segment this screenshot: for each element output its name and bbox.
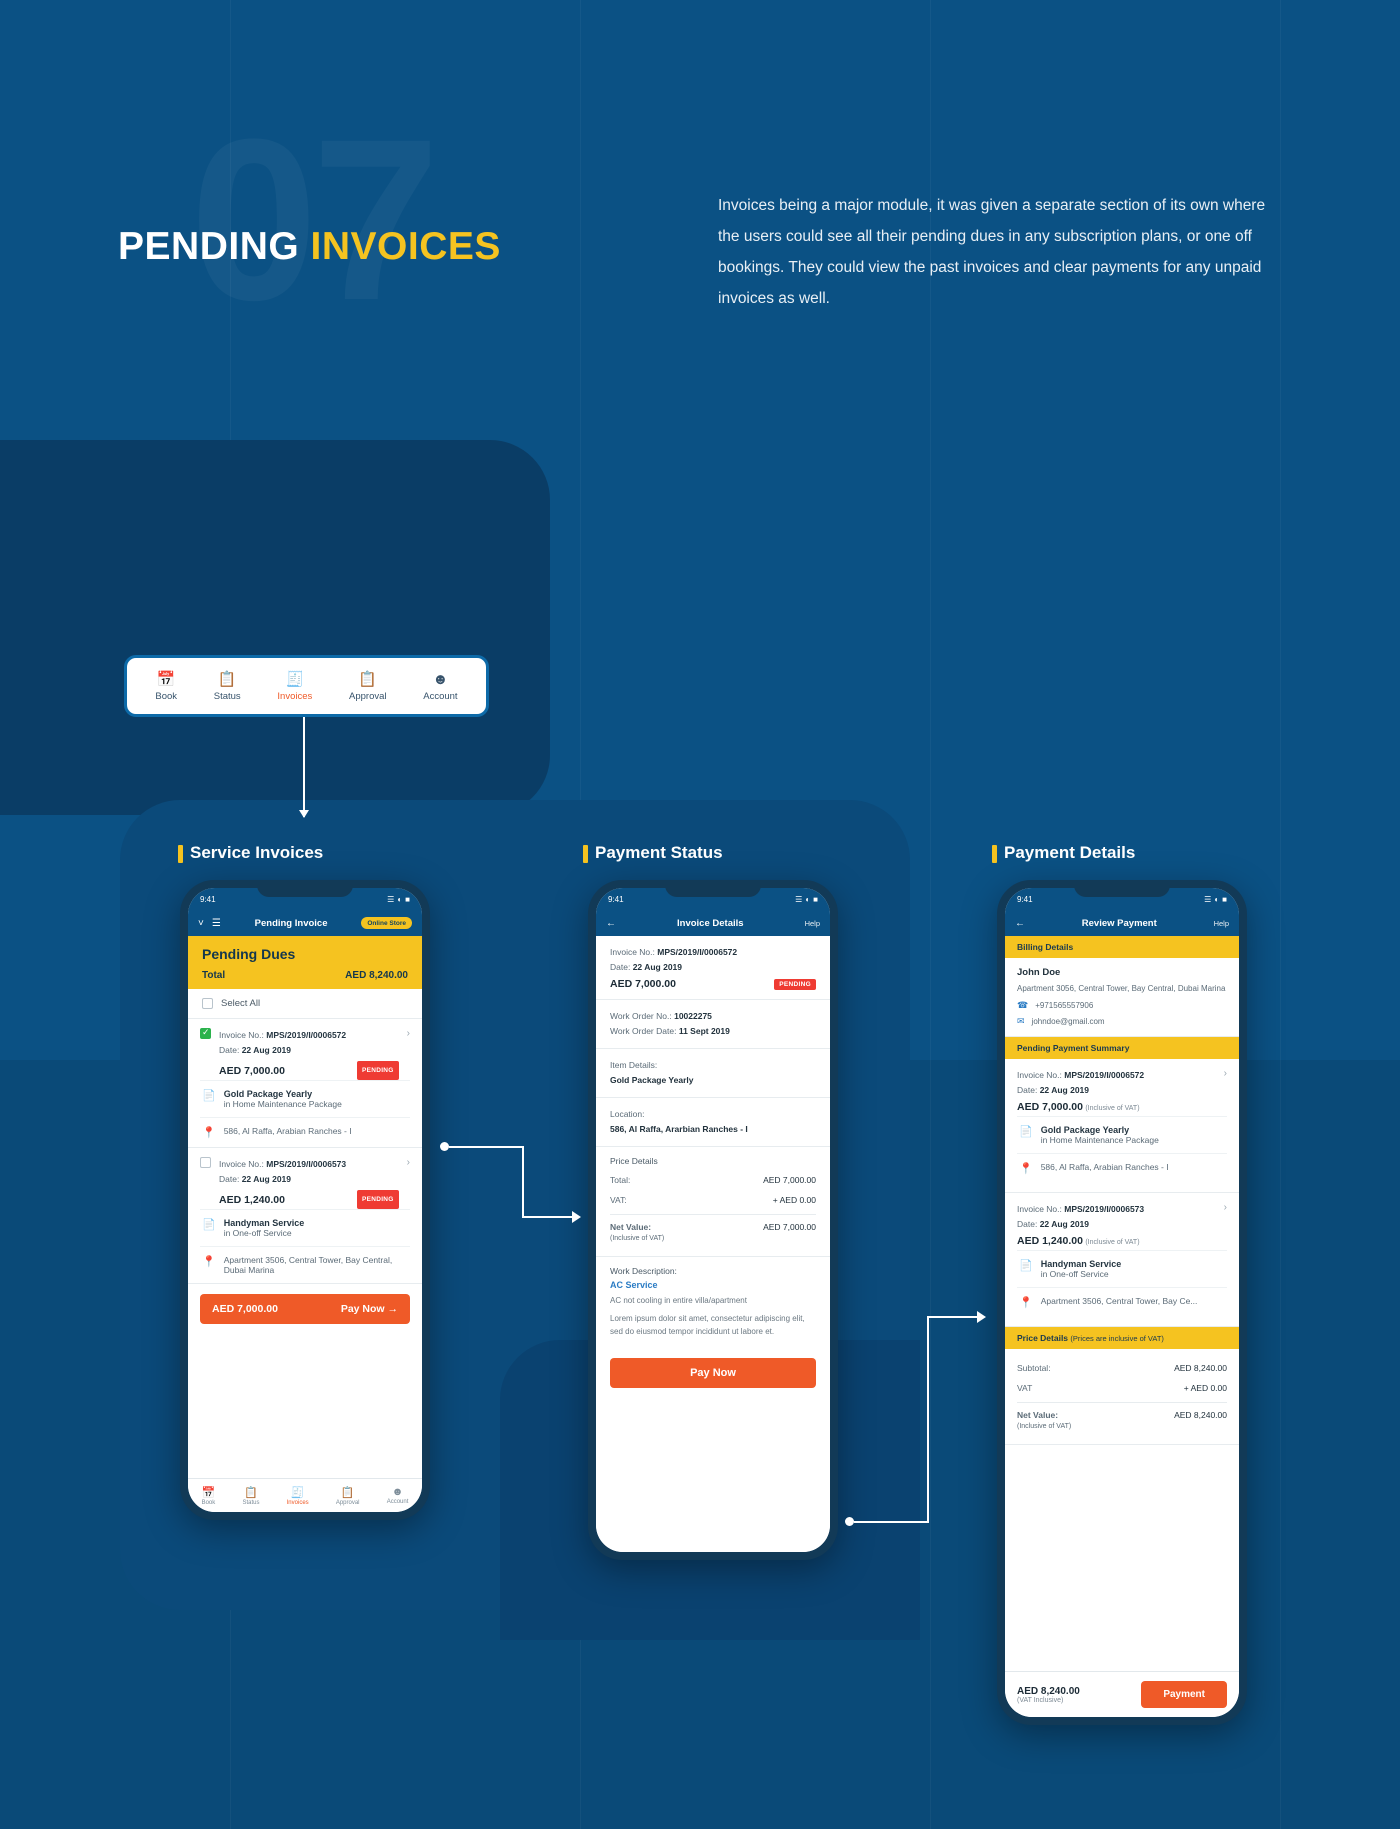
document-icon: 📄	[1019, 1260, 1033, 1272]
callout-tab-invoices[interactable]	[277, 670, 312, 702]
bg-shape-left	[0, 440, 550, 815]
p3-net-value: AED 8,240.00	[1174, 1410, 1227, 1420]
callout-tab-approval[interactable]	[349, 670, 387, 702]
invoice-1-item	[200, 1080, 410, 1117]
clipboard-check-icon: 📋	[340, 1486, 355, 1499]
p2-net-sub: (Inclusive of VAT)	[610, 1235, 665, 1242]
billing-address: Apartment 3056, Central Tower, Bay Central, Dubai Marina	[1017, 984, 1226, 993]
menu-icon[interactable]: ☰	[211, 917, 221, 929]
callout-tab-invoices-label: Invoices	[277, 691, 313, 702]
p2-net-value: AED 7,000.00	[763, 1222, 816, 1232]
billing-details-body	[1005, 958, 1239, 1037]
invoice-icon: 🧾	[285, 671, 305, 688]
calendar-icon: 📅	[201, 1486, 216, 1499]
p2-price-row-0-value: AED 7,000.00	[763, 1175, 816, 1185]
billing-details-header: Billing Details	[1005, 936, 1239, 958]
phone2-title: Invoice Details	[677, 917, 744, 929]
phone-icon: ☎	[1017, 1000, 1029, 1010]
summary-item-1[interactable]	[1005, 1059, 1239, 1193]
p3-inv1-no-label: Invoice No.:	[1017, 1070, 1062, 1080]
location-pin-icon: 📍	[202, 1127, 216, 1139]
billing-phone-row[interactable]	[1017, 1000, 1227, 1011]
phone2-notch	[665, 880, 761, 897]
invoice-1-checkbox[interactable]	[200, 1028, 211, 1039]
p2-invoice-no-value: MPS/2019/I/0006572	[657, 947, 738, 957]
section-label-payment-details: Payment Details	[992, 843, 1135, 863]
pending-dues-title: Pending Dues	[202, 946, 296, 962]
work-description-section	[596, 1257, 830, 1348]
phone3-title: Review Payment	[1081, 917, 1157, 929]
p2-location-label: Location:	[610, 1109, 645, 1119]
p3-price-row-0-label: Subtotal:	[1017, 1363, 1051, 1373]
p3-inv2-item-title: Handyman Service	[1040, 1259, 1122, 1269]
section-label-payment-status: Payment Status	[583, 843, 723, 863]
nav-book[interactable]: 📅 Book	[201, 1486, 216, 1506]
price-details-section	[596, 1147, 830, 1257]
invoice-1-location-text: 586, Al Raffa, Arabian Ranches - I	[223, 1126, 352, 1136]
p2-item-value: Gold Package Yearly	[610, 1075, 694, 1085]
nav-account[interactable]: ☻ Account	[386, 1486, 409, 1505]
phone2-time: 9:41	[608, 894, 624, 904]
callout-tab-account[interactable]	[423, 671, 457, 702]
phone-service-invoices	[180, 880, 430, 1520]
arrow-left-icon[interactable]: ←	[1015, 917, 1025, 929]
invoice-1-no-label: Invoice No.:	[219, 1030, 264, 1040]
p3-price-row-1-label: VAT	[1017, 1383, 1033, 1393]
invoice-card-1[interactable]	[188, 1019, 422, 1148]
invoice-1-item-sub: in Home Maintenance Package	[223, 1099, 342, 1109]
nav-status[interactable]: 📋 Status	[242, 1486, 260, 1506]
p2-wo-no-label: Work Order No.:	[610, 1011, 672, 1021]
invoice-2-checkbox[interactable]	[200, 1157, 211, 1168]
p3-net-sub: (Inclusive of VAT)	[1017, 1423, 1072, 1430]
battery-icon: ■	[813, 894, 818, 904]
page-title-primary: PENDING	[118, 225, 300, 268]
location-pin-icon: 📍	[1019, 1163, 1033, 1175]
p3-inv1-amount-note: (Inclusive of VAT)	[1085, 1105, 1140, 1112]
pay-now-label: Pay Now →	[340, 1303, 398, 1315]
invoice-1-amount: AED 7,000.00	[219, 1065, 285, 1077]
document-icon: 📄	[1019, 1126, 1033, 1138]
phone2-navbar	[596, 910, 830, 936]
invoice-1-location	[200, 1117, 410, 1147]
price-details-header: Price Details (Prices are inclusive of VAT)	[1005, 1327, 1239, 1349]
signal-icon: ☰	[1204, 894, 1212, 904]
pending-summary-header: Pending Payment Summary	[1005, 1037, 1239, 1059]
p2-wo-date-label: Work Order Date:	[610, 1026, 677, 1036]
p2-item-label: Item Details:	[610, 1060, 658, 1070]
nav-approval[interactable]: 📋 Approval	[335, 1486, 360, 1506]
p2-wo-no-value: 10022275	[674, 1011, 712, 1021]
invoice-2-item	[200, 1209, 410, 1246]
p2-net-label: Net Value:	[610, 1222, 652, 1232]
p2-wo-date-value: 11 Sept 2019	[678, 1026, 730, 1036]
wifi-icon: ◐	[1214, 894, 1220, 904]
p3-inv1-date-label: Date:	[1017, 1085, 1038, 1095]
callout-tab-status[interactable]	[214, 670, 241, 702]
tabbar-callout	[124, 655, 489, 717]
p2-invoice-date-value: 22 Aug 2019	[632, 962, 682, 972]
callout-tab-book[interactable]	[155, 670, 177, 702]
invoice-1-item-title: Gold Package Yearly	[223, 1089, 313, 1099]
phone3-time: 9:41	[1017, 894, 1033, 904]
battery-icon: ■	[405, 894, 410, 904]
phone-invoice-details	[588, 880, 838, 1560]
chevron-right-icon[interactable]: ›	[406, 1157, 410, 1168]
invoice-2-date-label: Date:	[219, 1174, 240, 1184]
nav-invoices[interactable]: 🧾 Invoices	[286, 1486, 309, 1506]
p3-inv2-date-label: Date:	[1017, 1219, 1038, 1229]
phone3-footer	[1005, 1671, 1239, 1717]
p2-price-row-1-label: VAT:	[610, 1195, 627, 1205]
callout-tab-account-label: Account	[423, 690, 458, 702]
pay-now-bar[interactable]	[200, 1294, 410, 1324]
invoice-card-2[interactable]	[188, 1148, 422, 1284]
invoice-2-date-value: 22 Aug 2019	[241, 1174, 291, 1184]
p3-inv1-no-value: MPS/2019/I/0006572	[1064, 1070, 1145, 1080]
phone1-title: Pending Invoice	[254, 917, 328, 929]
help-button[interactable]: Help	[804, 918, 820, 928]
location-section	[596, 1098, 830, 1147]
phone3-notch	[1074, 880, 1170, 897]
phone1-scroll[interactable]	[188, 936, 422, 1478]
work-order-section	[596, 1000, 830, 1049]
clipboard-check-icon: 📋	[358, 671, 378, 688]
user-icon: ☻	[391, 1486, 404, 1498]
section-label-service-invoices: Service Invoices	[178, 843, 323, 863]
p2-location-value: 586, Al Raffa, Ararbian Ranches - I	[610, 1124, 748, 1134]
intro-paragraph: Invoices being a major module, it was given a separate section of its own where the users could see all their pending dues in any subscription plans, or one off bookings. They could view the past invoices and clear payments for any unpaid invoices as well.	[718, 197, 1266, 307]
p2-invoice-amount: AED 7,000.00	[610, 978, 676, 990]
p3-inv1-amount: AED 7,000.00	[1017, 1101, 1083, 1113]
arrow-left-icon[interactable]: ←	[606, 917, 616, 929]
clipboard-icon: 📋	[217, 671, 237, 688]
summary-item-2[interactable]	[1005, 1193, 1239, 1327]
phone1-notch	[257, 880, 353, 897]
p3-inv1-item-sub: in Home Maintenance Package	[1040, 1135, 1159, 1145]
phone1-navbar	[188, 910, 422, 936]
chevron-right-icon[interactable]: ›	[1223, 1068, 1227, 1079]
clipboard-icon: 📋	[244, 1486, 258, 1499]
document-icon: 📄	[202, 1219, 216, 1231]
phone1-bottomnav	[188, 1478, 422, 1512]
select-all-checkbox[interactable]	[202, 998, 213, 1009]
calendar-icon: 📅	[156, 671, 176, 688]
phone1-time: 9:41	[200, 894, 216, 904]
p3-inv2-item	[1017, 1250, 1227, 1287]
invoice-2-location-text: Apartment 3506, Central Tower, Bay Central, Dubai Marina	[223, 1255, 393, 1275]
footer-amount-note: (VAT Inclusive)	[1017, 1696, 1064, 1704]
invoice-2-item-title: Handyman Service	[223, 1218, 305, 1228]
p3-price-row-0-value: AED 8,240.00	[1174, 1363, 1227, 1373]
callout-tab-approval-label: Approval	[349, 691, 387, 702]
invoice-2-location	[200, 1246, 410, 1283]
page-title	[118, 225, 501, 269]
invoice-2-amount: AED 1,240.00	[219, 1194, 285, 1206]
invoice-2-no-label: Invoice No.:	[219, 1159, 264, 1169]
location-pin-icon: 📍	[1019, 1297, 1033, 1309]
invoice-2-status-badge: PENDING	[357, 1190, 399, 1209]
battery-icon: ■	[1222, 894, 1227, 904]
p2-price-row-0-label: Total:	[610, 1175, 631, 1185]
wifi-icon: ◐	[805, 894, 811, 904]
phone3-navbar	[1005, 910, 1239, 936]
p3-inv1-item-title: Gold Package Yearly	[1040, 1125, 1130, 1135]
callout-tab-status-label: Status	[213, 691, 241, 702]
p3-inv1-location	[1017, 1153, 1227, 1183]
p3-inv2-amount-note: (Inclusive of VAT)	[1085, 1239, 1140, 1246]
p3-inv2-date-value: 22 Aug 2019	[1039, 1219, 1089, 1229]
p3-net-label: Net Value:	[1017, 1410, 1059, 1420]
p3-inv2-item-sub: in One-off Service	[1040, 1269, 1109, 1279]
invoice-2-no-value: MPS/2019/I/0006573	[266, 1159, 347, 1169]
user-icon: ☻	[432, 670, 449, 688]
p2-invoice-date-label: Date:	[610, 962, 631, 972]
invoice-1-date-label: Date:	[219, 1045, 240, 1055]
page-title-accent: INVOICES	[310, 225, 501, 268]
p2-service-link[interactable]: AC Service	[610, 1280, 658, 1290]
invoice-1-date-value: 22 Aug 2019	[241, 1045, 291, 1055]
help-button[interactable]: Help	[1213, 918, 1229, 928]
online-store-pill[interactable]: Online Store	[361, 917, 412, 929]
ghost-section-number	[190, 105, 434, 335]
p3-inv1-location-text: 586, Al Raffa, Arabian Ranches - I	[1040, 1162, 1169, 1172]
select-all-label: Select All	[221, 998, 261, 1009]
callout-arrow	[303, 717, 305, 817]
signal-icon: ☰	[795, 894, 803, 904]
p3-inv2-no-value: MPS/2019/I/0006573	[1064, 1204, 1145, 1214]
item-details-section	[596, 1049, 830, 1098]
p3-inv2-location-text: Apartment 3506, Central Tower, Bay Ce...	[1040, 1296, 1198, 1306]
envelope-icon: ✉	[1017, 1016, 1025, 1026]
chevron-right-icon[interactable]: ›	[1223, 1202, 1227, 1213]
p2-service-summary: AC not cooling in entire villa/apartment	[610, 1296, 747, 1305]
billing-name: John Doe	[1017, 967, 1061, 978]
p3-inv1-date-value: 22 Aug 2019	[1039, 1085, 1089, 1095]
p3-inv2-no-label: Invoice No.:	[1017, 1204, 1062, 1214]
pending-dues-header	[188, 936, 422, 989]
billing-phone: +971565557906	[1035, 1001, 1094, 1010]
select-all-row[interactable]	[188, 989, 422, 1019]
location-pin-icon: 📍	[202, 1256, 216, 1268]
p2-status-badge: PENDING	[774, 979, 816, 990]
wifi-icon: ◐	[397, 894, 403, 904]
p3-price-row-1-value: + AED 0.00	[1183, 1383, 1227, 1393]
price-details-body	[1005, 1349, 1239, 1445]
invoice-icon: 🧾	[290, 1486, 305, 1499]
pay-now-button[interactable]: Pay Now	[610, 1358, 816, 1388]
invoice-2-item-sub: in One-off Service	[223, 1228, 292, 1238]
p2-invoice-no-label: Invoice No.:	[610, 947, 655, 957]
p3-inv1-item	[1017, 1116, 1227, 1153]
pending-dues-total-label: Total	[202, 970, 226, 981]
phone2-scroll[interactable]	[596, 936, 830, 1552]
connector-1-start-dot	[440, 1142, 449, 1151]
chevron-right-icon[interactable]: ›	[406, 1028, 410, 1039]
p3-inv2-location	[1017, 1287, 1227, 1317]
connector-2-start-dot	[845, 1517, 854, 1526]
invoice-1-status-badge: PENDING	[357, 1061, 399, 1080]
phone3-scroll[interactable]	[1005, 936, 1239, 1671]
billing-email-row[interactable]	[1017, 1016, 1227, 1027]
footer-amount: AED 8,240.00	[1017, 1685, 1080, 1697]
document-icon: 📄	[202, 1090, 216, 1102]
p3-inv2-amount: AED 1,240.00	[1017, 1235, 1083, 1247]
payment-button[interactable]: Payment	[1141, 1681, 1227, 1708]
invoice-1-no-value: MPS/2019/I/0006572	[266, 1030, 347, 1040]
p2-price-row-1-value: + AED 0.00	[772, 1195, 816, 1205]
billing-email: johndoe@gmail.com	[1031, 1017, 1105, 1026]
signal-icon: ☰	[387, 894, 395, 904]
callout-tab-book-label: Book	[155, 691, 178, 702]
pending-dues-total-value: AED 8,240.00	[345, 970, 408, 981]
pay-now-amount: AED 7,000.00	[212, 1303, 278, 1315]
p2-price-title: Price Details	[610, 1156, 658, 1166]
phone-review-payment	[997, 880, 1247, 1725]
price-details-note: (Prices are inclusive of VAT)	[1070, 1334, 1164, 1343]
p2-workdesc-label: Work Description:	[610, 1266, 677, 1276]
invoice-summary	[596, 936, 830, 1000]
p2-service-body: Lorem ipsum dolor sit amet, consectetur adipiscing elit, sed do eiusmod tempor incididunt ut labore et.	[610, 1313, 805, 1336]
chevron-down-icon[interactable]: ˅	[198, 917, 204, 929]
